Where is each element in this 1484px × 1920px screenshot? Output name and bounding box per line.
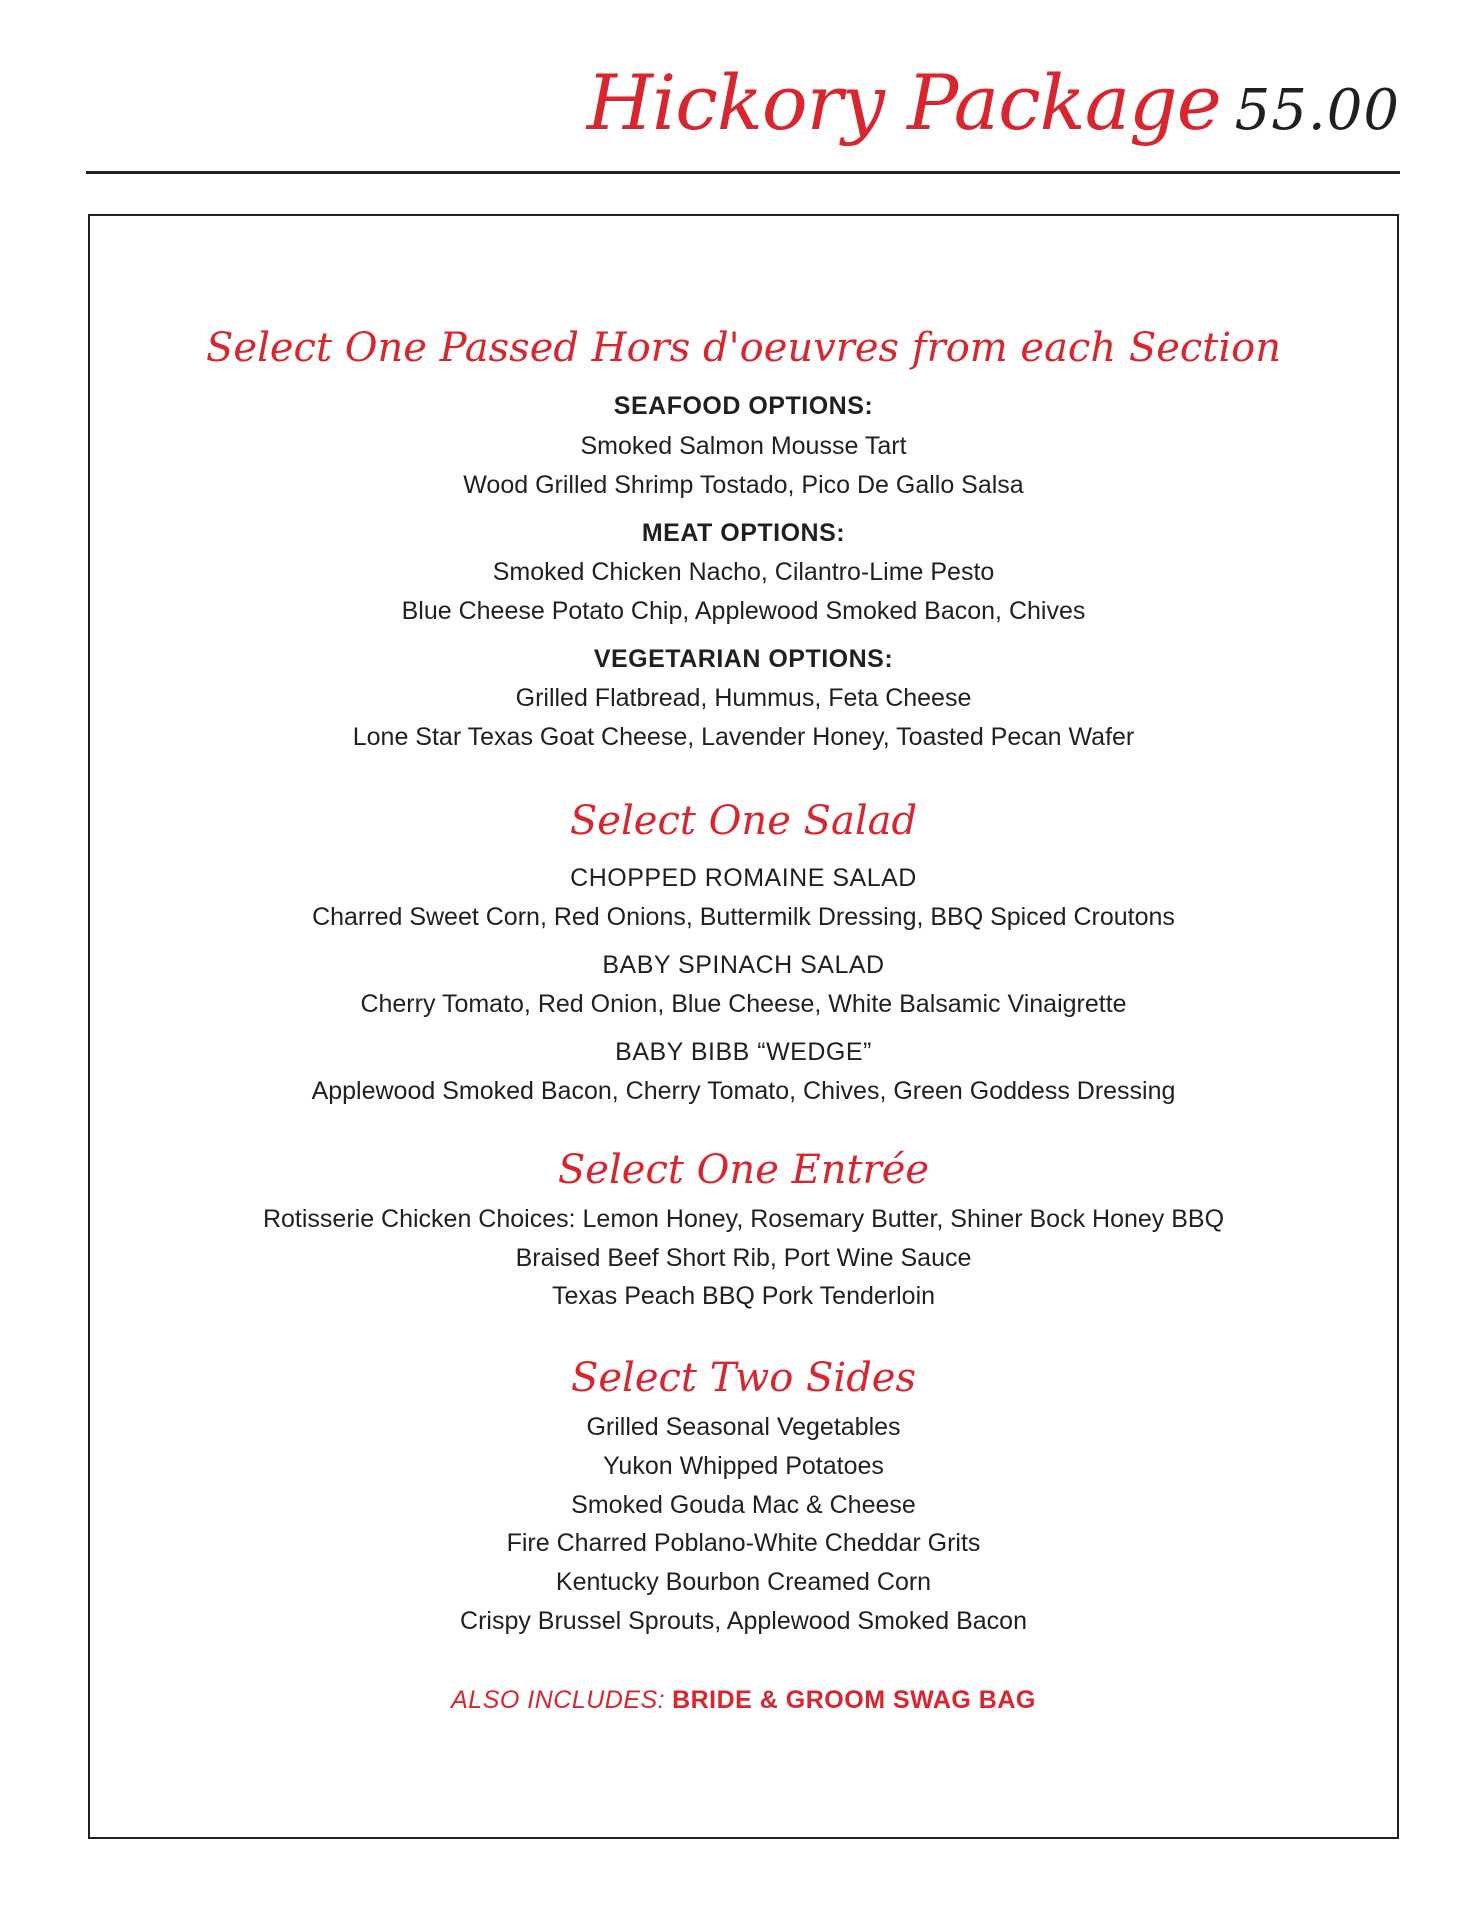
entree-item: Rotisserie Chicken Choices: Lemon Honey, Rosemary Butter, Shiner Bock Honey BBQ xyxy=(262,1205,1225,1233)
side-item: Smoked Gouda Mac & Cheese xyxy=(571,1491,916,1519)
menu-item: Blue Cheese Potato Chip, Applewood Smoked Bacon, Chives xyxy=(401,597,1086,625)
entree-item: Texas Peach BBQ Pork Tenderloin xyxy=(551,1282,936,1310)
seafood-options-label: SEAFOOD OPTIONS: xyxy=(613,392,874,420)
vegetarian-options-label: VEGETARIAN OPTIONS: xyxy=(593,645,894,673)
side-item: Crispy Brussel Sprouts, Applewood Smoked Bacon xyxy=(460,1607,1027,1635)
side-item: Kentucky Bourbon Creamed Corn xyxy=(555,1568,932,1596)
menu-item: Smoked Salmon Mousse Tart xyxy=(580,432,907,460)
salad-heading: Select One Salad xyxy=(569,798,918,844)
also-includes-label: ALSO INCLUDES: xyxy=(451,1686,666,1714)
package-title: Hickory Package xyxy=(586,58,1221,147)
entree-heading: Select One Entrée xyxy=(557,1147,930,1193)
side-item: Grilled Seasonal Vegetables xyxy=(586,1413,901,1441)
also-includes-value: BRIDE & GROOM SWAG BAG xyxy=(672,1686,1036,1714)
package-price: 55.00 xyxy=(1234,78,1400,143)
menu-item: Wood Grilled Shrimp Tostado, Pico De Gallo Salsa xyxy=(463,471,1024,499)
header-divider xyxy=(86,171,1400,174)
salad-name: BABY SPINACH SALAD xyxy=(602,951,885,979)
entree-item: Braised Beef Short Rib, Port Wine Sauce xyxy=(515,1244,972,1272)
menu-frame xyxy=(88,214,1399,1839)
package-header xyxy=(86,40,1400,174)
package-title-row xyxy=(587,58,1400,147)
menu-item: Grilled Flatbread, Hummus, Feta Cheese xyxy=(515,684,972,712)
also-includes-line xyxy=(90,1686,1397,1715)
menu-item: Smoked Chicken Nacho, Cilantro-Lime Pesto xyxy=(492,558,995,586)
salad-description: Applewood Smoked Bacon, Cherry Tomato, Chives, Green Goddess Dressing xyxy=(311,1077,1176,1105)
hors-doeuvres-heading: Select One Passed Hors d'oeuvres from each Section xyxy=(206,325,1281,371)
salad-description: Charred Sweet Corn, Red Onions, Buttermilk Dressing, BBQ Spiced Croutons xyxy=(312,903,1175,931)
side-item: Fire Charred Poblano-White Cheddar Grits xyxy=(506,1529,981,1557)
sides-heading: Select Two Sides xyxy=(570,1355,917,1401)
salad-description: Cherry Tomato, Red Onion, Blue Cheese, White Balsamic Vinaigrette xyxy=(360,990,1127,1018)
salad-name: BABY BIBB “WEDGE” xyxy=(615,1038,872,1066)
menu-item: Lone Star Texas Goat Cheese, Lavender Honey, Toasted Pecan Wafer xyxy=(352,723,1135,751)
meat-options-label: MEAT OPTIONS: xyxy=(641,519,846,547)
side-item: Yukon Whipped Potatoes xyxy=(603,1452,884,1480)
salad-name: CHOPPED ROMAINE SALAD xyxy=(570,864,917,892)
